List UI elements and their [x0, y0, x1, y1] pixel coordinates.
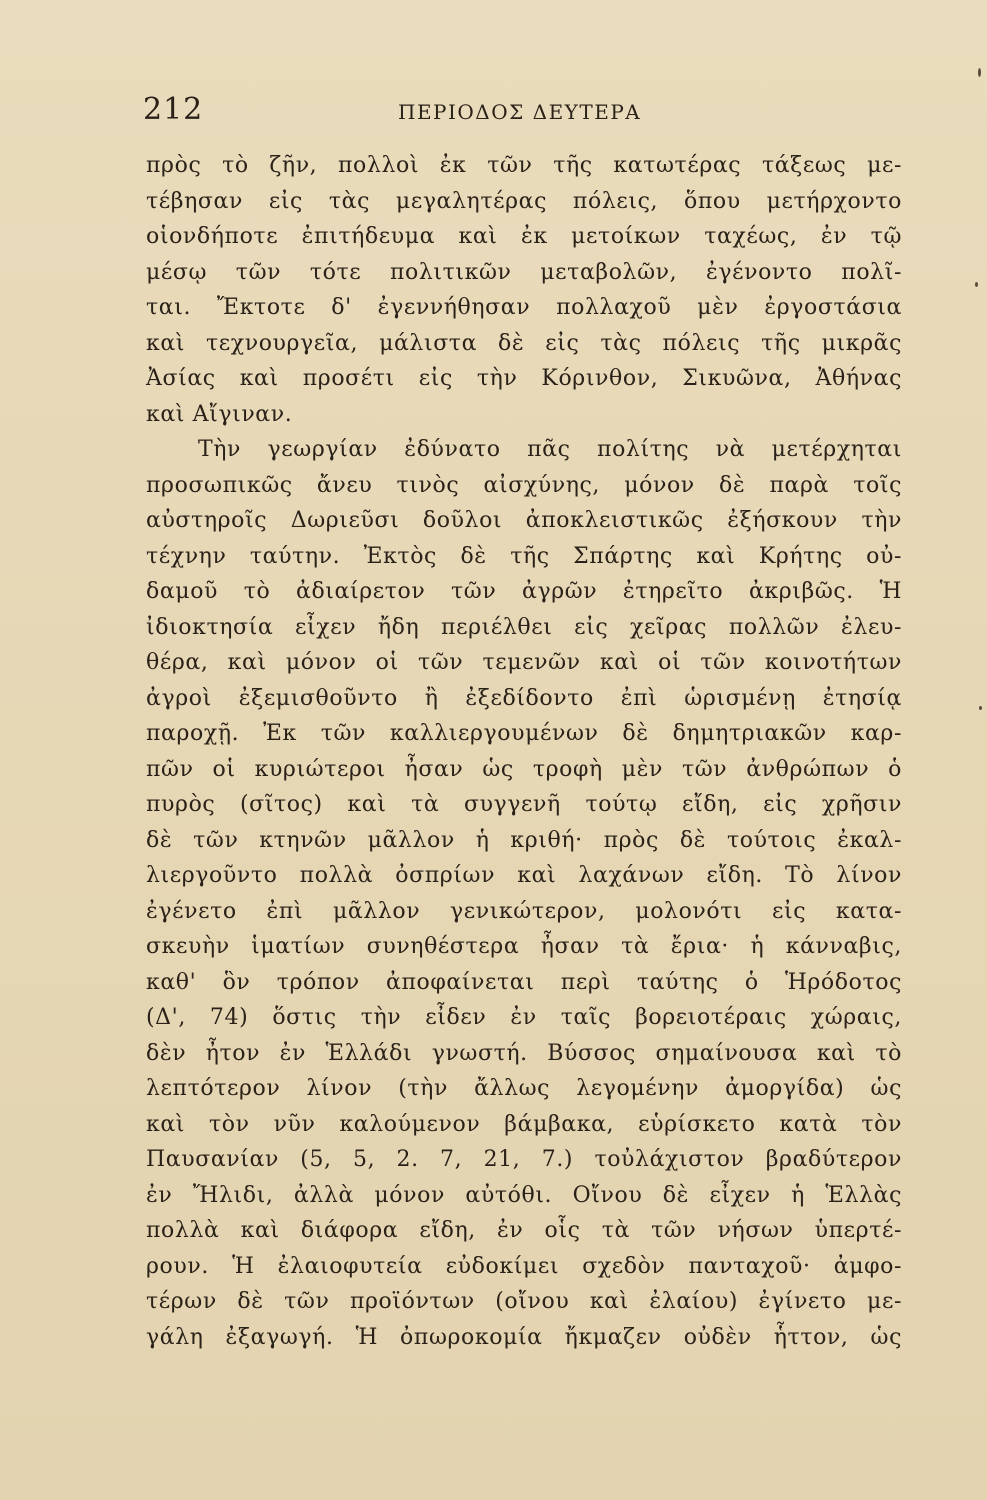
- text-line: λιεργοῦντο πολλὰ ὀσπρίων καὶ λαχάνων εἴδη. Τὸ λίνον: [146, 863, 902, 888]
- text-line: τέβησαν εἰς τὰς μεγαλητέρας πόλεις, ὅπου μετήρχοντο: [146, 188, 902, 214]
- text-line: προσωπικῶς ἄνευ τινὸς αἰσχύνης, μόνον δὲ παρὰ τοῖς: [146, 472, 902, 498]
- text-line: δαμοῦ τὸ ἀδιαίρετον τῶν ἀγρῶν ἐτηρεῖτο ἀκριβῶς. Ἡ: [146, 579, 902, 604]
- text-line: καὶ τεχνουργεῖα, μάλιστα δὲ εἰς τὰς πόλεις τῆς μικρᾶς: [146, 330, 902, 356]
- text-line: ἀγροὶ ἐξεμισθοῦντο ἢ ἐξεδίδοντο ἐπὶ ὡρισμένῃ ἐτησίᾳ: [146, 685, 902, 711]
- text-line: λεπτότερον λίνον (τὴν ἄλλως λεγομένην ἀμοργίδα) ὡς: [146, 1076, 902, 1101]
- text-line: σκευὴν ἱματίων συνηθέστερα ἦσαν τὰ ἔρια· ἡ κάνναβις,: [146, 934, 902, 959]
- text-line: ἐγένετο ἐπὶ μᾶλλον γενικώτερον, μολονότι εἰς κατα-: [146, 898, 902, 924]
- text-line: Παυσανίαν (5, 5, 2. 7, 21, 7.) τοὐλάχιστον βραδύτερον: [146, 1147, 902, 1172]
- page-number: 212: [143, 92, 204, 127]
- text-line: μέσῳ τῶν τότε πολιτικῶν μεταβολῶν, ἐγένοντο πολῖ-: [146, 259, 902, 285]
- text-line: πῶν οἱ κυριώτεροι ἦσαν ὡς τροφὴ μὲν τῶν ἀνθρώπων ὁ: [146, 756, 902, 782]
- text-line: θέρα, καὶ μόνον οἱ τῶν τεμενῶν καὶ οἱ τῶν κοινοτήτων: [146, 650, 902, 675]
- text-line: ται. Ἔκτοτε δ' ἐγεννήθησαν πολλαχοῦ μὲν ἐργοστάσια: [146, 295, 902, 320]
- text-line: (Δ', 74) ὅστις τὴν εἶδεν ἐν ταῖς βορειοτέραις χώραις,: [146, 1005, 902, 1030]
- text-line: ρουν. Ἡ ἐλαιοφυτεία εὐδοκίμει σχεδὸν πανταχοῦ· ἀμφο-: [146, 1253, 902, 1279]
- text-line: πρὸς τὸ ζῆν, πολλοὶ ἐκ τῶν τῆς κατωτέρας τάξεως με-: [146, 153, 902, 178]
- text-line: οἱονδήποτε ἐπιτήδευμα καὶ ἐκ μετοίκων ταχέως, ἐν τῷ: [146, 224, 902, 249]
- text-line: Τὴν γεωργίαν ἐδύνατο πᾶς πολίτης νὰ μετέρχηται: [198, 437, 902, 462]
- text-line: ἐν Ἤλιδι, ἀλλὰ μόνον αὐτόθι. Οἴνου δὲ εἶχεν ἡ Ἑλλὰς: [146, 1182, 902, 1208]
- text-line: καθ' ὃν τρόπον ἀποφαίνεται περὶ ταύτης ὁ Ἡρόδοτος: [146, 969, 902, 995]
- paper-speck: [975, 282, 978, 287]
- paper-speck: [979, 706, 982, 710]
- text-line: πολλὰ καὶ διάφορα εἴδη, ἐν οἷς τὰ τῶν νήσων ὑπερτέ-: [146, 1218, 902, 1243]
- text-line: τέρων δὲ τῶν προϊόντων (οἴνου καὶ ἐλαίου) ἐγίνετο με-: [146, 1289, 902, 1314]
- text-line: αὐστηροῖς Δωριεῦσι δοῦλοι ἀποκλειστικῶς ἐξήσκουν τὴν: [146, 508, 902, 533]
- page-header: [143, 88, 863, 132]
- text-line: δὲ τῶν κτηνῶν μᾶλλον ἡ κριθή· πρὸς δὲ τούτοις ἐκαλ-: [146, 827, 902, 853]
- running-title: ΠΕΡΙΟΔΟΣ ΔΕΥΤΕΡΑ: [398, 100, 642, 124]
- text-line: ἰδιοκτησία εἶχεν ἤδη περιέλθει εἰς χεῖρας πολλῶν ἐλευ-: [146, 614, 902, 640]
- paper-speck: [978, 68, 981, 77]
- text-line: γάλη ἐξαγωγή. Ἡ ὀπωροκομία ἤκμαζεν οὐδὲν ἧττον, ὡς: [146, 1324, 902, 1350]
- text-line: Ἀσίας καὶ προσέτι εἰς τὴν Κόρινθον, Σικυῶνα, Ἀθήνας: [146, 366, 902, 391]
- body-text: [146, 148, 902, 1355]
- text-line: πυρὸς (σῖτος) καὶ τὰ συγγενῆ τούτῳ εἴδη, εἰς χρῆσιν: [146, 792, 902, 817]
- text-line: καὶ Αἴγιναν.: [146, 401, 293, 427]
- text-line: τέχνην ταύτην. Ἐκτὸς δὲ τῆς Σπάρτης καὶ Κρήτης οὐ-: [146, 543, 902, 569]
- text-line: δὲν ἦτον ἐν Ἑλλάδι γνωστή. Βύσσος σημαίνουσα καὶ τὸ: [146, 1040, 902, 1066]
- text-line: καὶ τὸν νῦν καλούμενον βάμβακα, εὑρίσκετο κατὰ τὸν: [146, 1111, 902, 1137]
- text-line: παροχῇ. Ἐκ τῶν καλλιεργουμένων δὲ δημητριακῶν καρ-: [146, 721, 902, 746]
